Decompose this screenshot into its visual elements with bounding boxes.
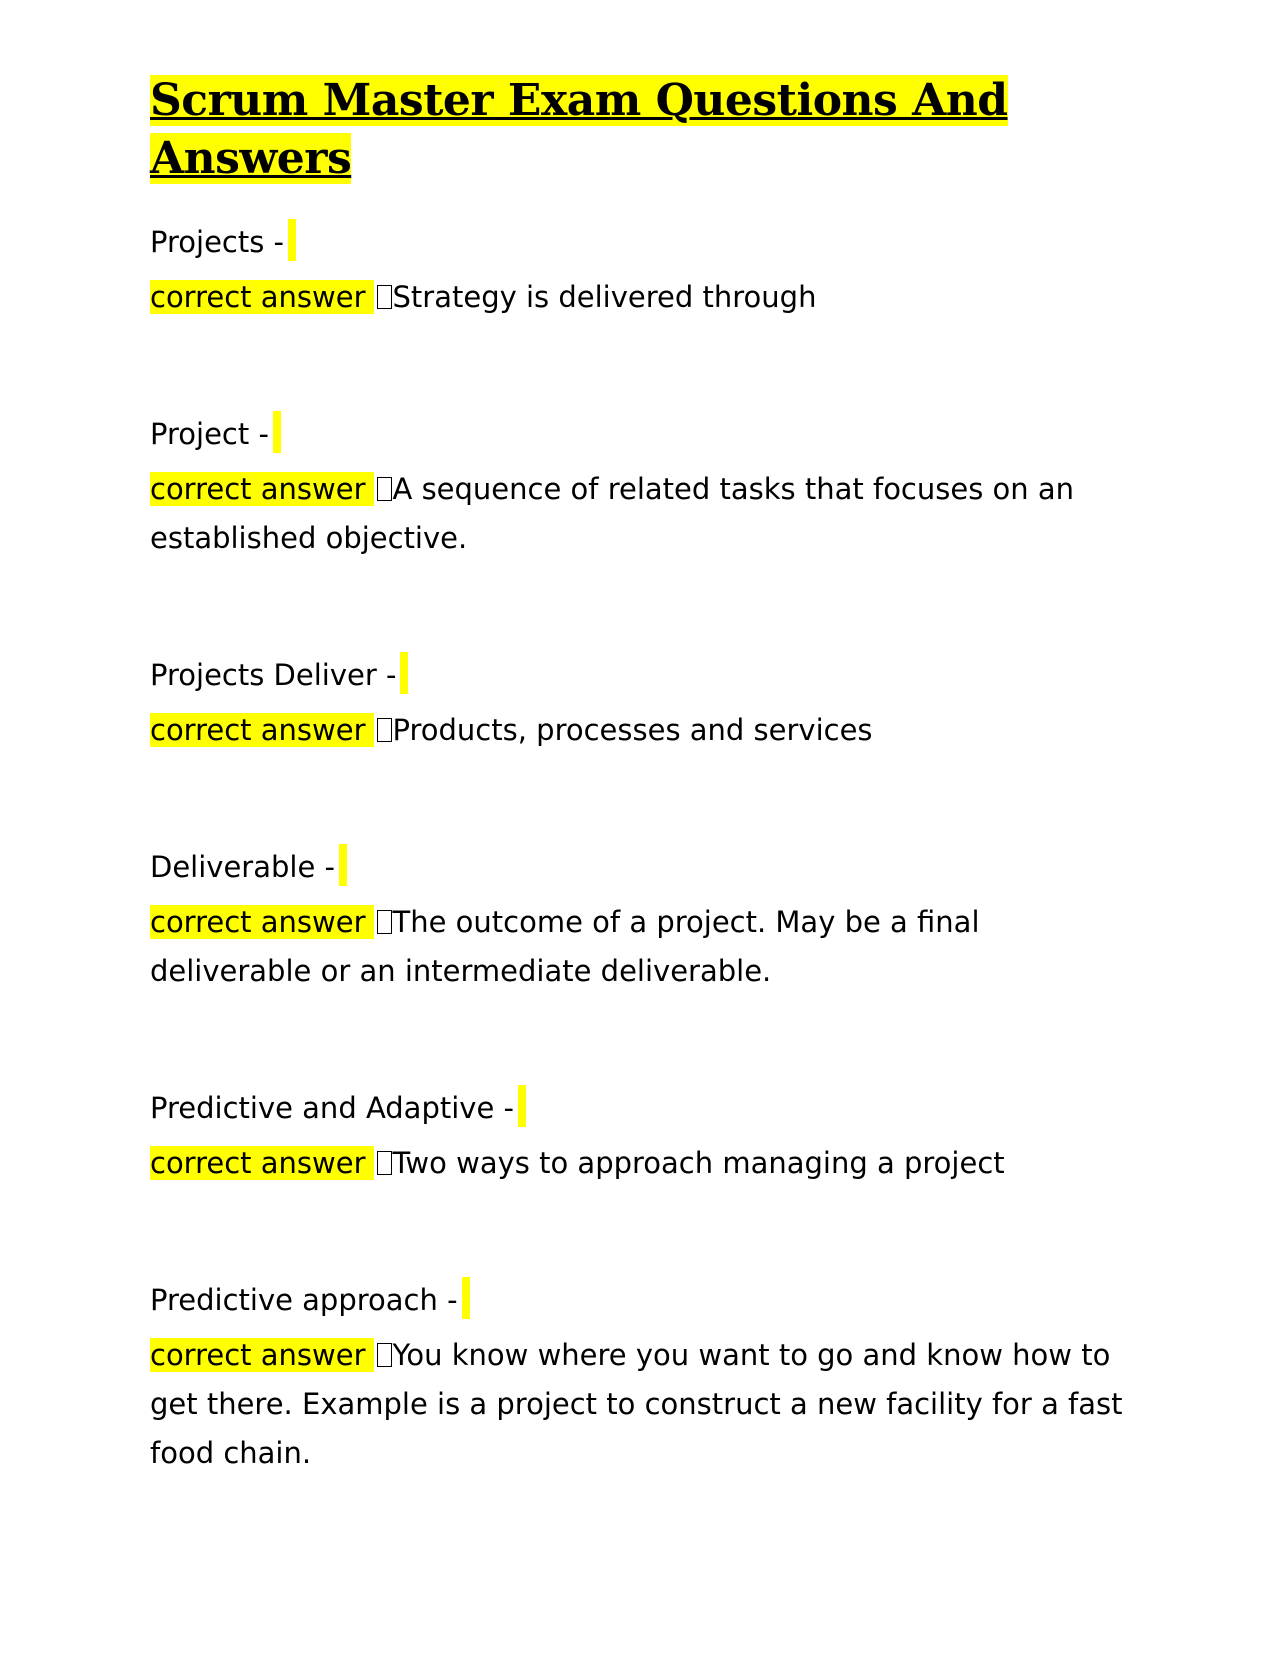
qa-item-2 xyxy=(150,410,1140,563)
question-text: Deliverable - xyxy=(150,850,335,884)
missing-glyph-icon xyxy=(377,1343,392,1367)
question-text: Predictive approach - xyxy=(150,1283,458,1317)
question-text: Projects Deliver - xyxy=(150,658,397,692)
qa-item-5 xyxy=(150,1084,1140,1188)
highlight-mark xyxy=(288,219,296,261)
missing-glyph-icon xyxy=(377,1151,392,1175)
answer-text: You know where you want to go and know how to get there. Example is a project to construct a new facility for a fast food chain. xyxy=(150,1338,1123,1470)
question-text: Project - xyxy=(150,417,269,451)
highlight-mark xyxy=(339,844,347,886)
answer-text: Strategy is delivered through xyxy=(392,280,817,314)
missing-glyph-icon xyxy=(377,910,392,934)
highlight-mark xyxy=(518,1085,526,1127)
answer-text: The outcome of a project. May be a final deliverable or an intermediate deliverable. xyxy=(150,905,980,988)
missing-glyph-icon xyxy=(377,718,392,742)
answer-label: correct answer xyxy=(150,713,374,747)
qa-item-3 xyxy=(150,651,1140,755)
answer-text: Products, processes and services xyxy=(392,713,873,747)
highlight-mark xyxy=(400,652,408,694)
qa-item-1 xyxy=(150,218,1140,322)
qa-item-6 xyxy=(150,1276,1140,1478)
question-text: Projects - xyxy=(150,225,285,259)
highlight-mark xyxy=(273,411,281,453)
qa-item-4 xyxy=(150,843,1140,996)
question-text: Predictive and Adaptive - xyxy=(150,1091,514,1125)
document-page xyxy=(150,72,1140,1566)
answer-label: correct answer xyxy=(150,1338,374,1372)
answer-text: Two ways to approach managing a project xyxy=(392,1146,1005,1180)
highlight-mark xyxy=(462,1277,470,1319)
missing-glyph-icon xyxy=(377,285,392,309)
answer-label: correct answer xyxy=(150,280,374,314)
answer-label: correct answer xyxy=(150,472,374,506)
answer-label: correct answer xyxy=(150,1146,374,1180)
answer-text: A sequence of related tasks that focuses on an established objective. xyxy=(150,472,1075,555)
missing-glyph-icon xyxy=(377,477,392,501)
answer-label: correct answer xyxy=(150,905,374,939)
document-title: Scrum Master Exam Questions And Answers xyxy=(150,75,1008,184)
